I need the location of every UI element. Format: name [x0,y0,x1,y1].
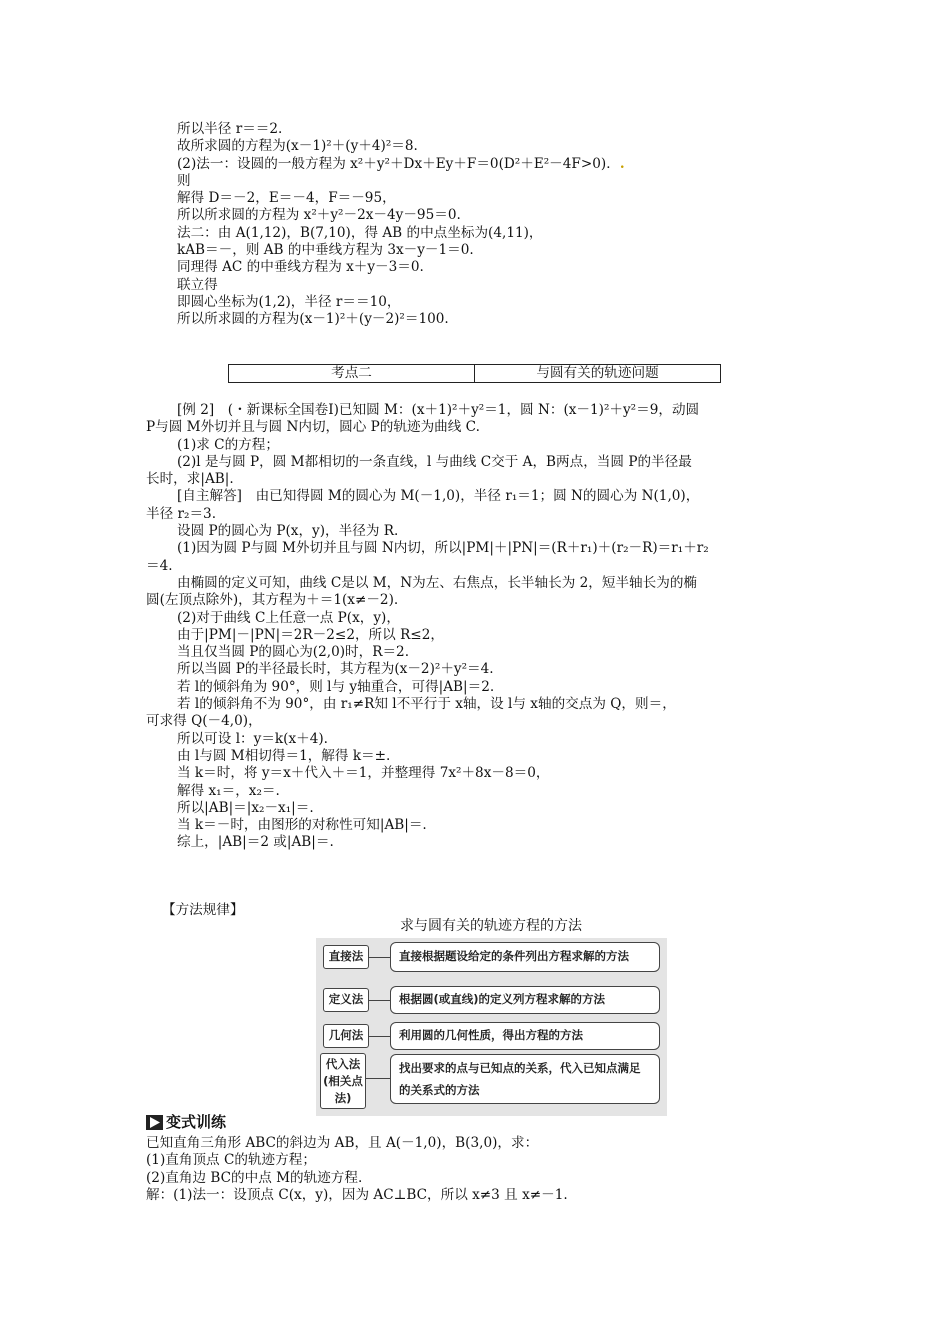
text-line: ＝4. [146,557,173,574]
text-line: 解得 D＝－2，E＝－4，F＝－95， [177,190,396,207]
text-line: 解得 x₁＝，x₂＝. [177,782,280,799]
exercise-title: 变式训练 [166,1113,227,1131]
text-line: 设圆 P的圆心为 P(x，y)，半径为 R. [177,523,399,540]
text-line: 所以所求圆的方程为 x²＋y²－2x－4y－95＝0. [177,207,461,224]
text-line: 法二：由 A(1,12)，B(7,10)，得 AB 的中点坐标为(4,11)， [177,224,543,241]
text-line: 故所求圆的方程为(x－1)²＋(y＋4)²＝8. [177,138,418,155]
text-line: 即圆心坐标为(1,2)，半径 r＝＝10， [177,293,401,310]
text-line: 由 l与圆 M相切得＝1，解得 k＝±. [177,747,391,764]
solution-continued [146,121,810,329]
method-description: 直接根据题设给定的条件列出方程求解的方法 [390,942,660,972]
text-line: (1)直角顶点 C的轨迹方程； [146,1152,316,1169]
text-line: 当且仅当圆 P的圆心为(2,0)时，R＝2. [177,644,410,661]
method-label: 几何法 [323,1024,369,1048]
dot-mark: . [619,155,625,172]
text-line: (2)法一：设圆的一般方程为 x²＋y²＋Dx＋Ey＋F＝0(D²＋E²－4F>0)．. [177,155,625,172]
text-line: 若 l的倾斜角为 90°，则 l与 y轴重合，可得|AB|＝2. [177,678,495,695]
text-line: 可求得 Q(－4,0)， [146,713,262,730]
text-line: 圆(左顶点除外)，其方程为＋＝1(x≠－2). [146,592,399,609]
text-line: 半径 r₂＝3. [146,505,217,522]
method-label: 定义法 [323,988,369,1012]
method-header: 【方法规律】 [162,902,244,918]
connector-line [369,957,390,958]
text-line: kAB＝－，则 AB 的中垂线方程为 3x－y－1＝0. [177,242,474,259]
connector-line [369,1000,390,1001]
topic-number: 考点二 [229,365,475,382]
text-line: [自主解答] 由已知得圆 M的圆心为 M(－1,0)，半径 r₁＝1；圆 N的圆心为 N(1,0)， [177,488,700,505]
text-line: (1)求 C的方程； [177,436,279,453]
play-icon [146,1115,163,1130]
text-line: 所以当圆 P的半径最长时，其方程为(x－2)²＋y²＝4. [177,661,494,678]
method-section [146,902,810,919]
method-description: 利用圆的几何性质，得出方程的方法 [390,1022,660,1050]
text-line: (2)l 是与圆 P，圆 M都相切的一条直线，l 与曲线 C交于 A，B两点，当圆 P的半径最 [177,453,692,470]
text-line: 所以可设 l：y＝k(x＋4). [177,730,328,747]
text-line: 综上，|AB|＝2 或|AB|＝. [177,834,334,851]
method-description: 根据圆(或直线)的定义列方程求解的方法 [390,986,660,1014]
topic-header-table [228,364,721,383]
text-line: 由椭圆的定义可知，曲线 C是以 M，N为左、右焦点，长半轴长为 2，短半轴长为的椭 [177,574,698,591]
text-line: 当 k＝－时，由图形的对称性可知|AB|＝. [177,817,427,834]
text-line: 若 l的倾斜角不为 90°，由 r₁≠R知 l不平行于 x轴，设 l与 x轴的交点为 Q，则＝， [177,696,676,713]
connector-line [366,1078,390,1079]
method-diagram [316,938,667,1116]
text-line: 当 k＝时，将 y＝x＋代入＋＝1，并整理得 7x²＋8x－8＝0， [177,765,550,782]
text-line: 则 [177,172,191,189]
text-line: 同理得 AC 的中垂线方程为 x＋y－3＝0. [177,259,424,276]
topic-title: 与圆有关的轨迹问题 [536,365,659,381]
method-label: 直接法 [323,945,369,969]
text-line: [例 2] (・新课标全国卷Ⅰ)已知圆 M：(x＋1)²＋y²＝1，圆 N：(x－1)²＋y²＝9，动圆 [177,402,700,418]
connector-line [369,1036,390,1037]
method-label: 代入法(相关点法) [320,1053,366,1109]
method-diagram-title: 求与圆有关的轨迹方程的方法 [400,918,582,934]
text-line: P与圆 M外切并且与圆 N内切，圆心 P的轨迹为曲线 C. [146,419,480,436]
exercise-body [146,1135,810,1204]
text-line: 由于|PM|－|PN|＝2R－2≤2，所以 R≤2， [177,626,444,643]
text-line: 解：(1)法一：设顶点 C(x，y)，因为 AC⊥BC，所以 x≠3 且 x≠－1. [146,1186,568,1203]
text-line: (1)因为圆 P与圆 M外切并且与圆 N内切，所以|PM|＋|PN|＝(R＋r₁)＋(r₂－R)＝r₁＋r₂ [177,540,709,557]
text-line: (2)对于曲线 C上任意一点 P(x，y)， [177,609,400,626]
exercise-header [146,1114,226,1131]
method-description: 找出要求的点与已知点的关系，代入已知点满足的关系式的方法 [390,1054,660,1104]
text-line: 已知直角三角形 ABC的斜边为 AB，且 A(－1,0)，B(3,0)，求： [146,1135,539,1151]
text-line: 联立得 [177,276,218,293]
example-2 [146,402,810,852]
text-line: 所以|AB|＝|x₂－x₁|＝. [177,799,314,816]
text-line: (2)直角边 BC的中点 M的轨迹方程. [146,1169,363,1186]
text-line: 所以半径 r＝＝2. [177,121,283,137]
text-line: 长时，求|AB|. [146,471,234,488]
text-line: 所以所求圆的方程为(x－1)²＋(y－2)²＝100. [177,311,449,328]
